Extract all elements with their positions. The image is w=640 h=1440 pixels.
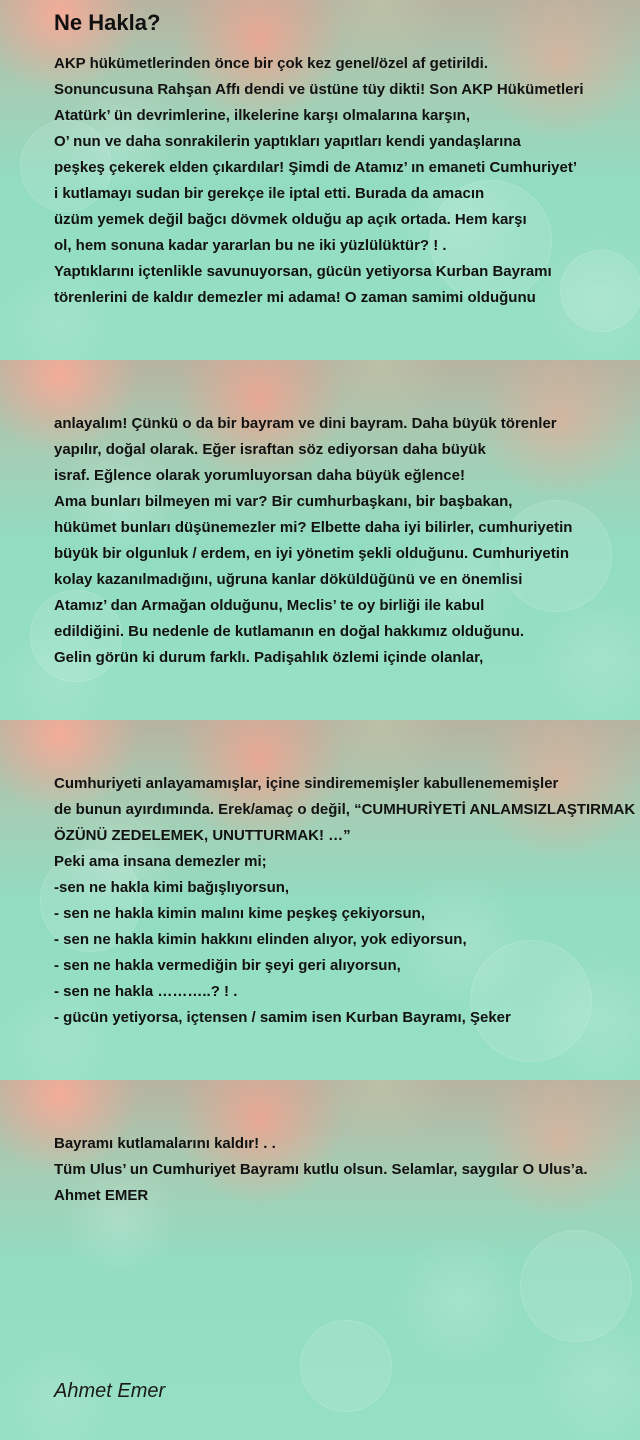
poem-line: - gücün yetiyorsa, içtensen / samim isen Kurban Bayramı, Şeker <box>54 1009 511 1026</box>
poem-line: Ahmet EMER <box>54 1187 149 1204</box>
poem-line: Atamız’ dan Armağan olduğunu, Meclis’ te oy birliği ile kabul <box>54 597 485 614</box>
poem-panel-1 <box>0 0 640 360</box>
poem-line: -sen ne hakla kimi bağışlıyorsun, <box>54 879 290 896</box>
poem-line: büyük bir olgunluk / erdem, en iyi yönetim şekli olduğunu. Cumhuriyetin <box>54 545 570 562</box>
poem-text-block-4 <box>54 1131 640 1209</box>
poem-line: Ama bunları bilmeyen mi var? Bir cumhurbaşkanı, bir başbakan, <box>54 493 513 510</box>
poem-line: hükümet bunları düşünemezler mi? Elbette daha iyi bilirler, cumhuriyetin <box>54 519 573 536</box>
poem-line: AKP hükümetlerinden önce bir çok kez genel/özel af getirildi. <box>54 55 488 72</box>
poem-line: - sen ne hakla kimin malını kime peşkeş çekiyorsun, <box>54 905 426 922</box>
poem-line: O’ nun ve daha sonrakilerin yaptıkları yapıtları kendi yandaşlarına <box>54 133 521 150</box>
poem-line: - sen ne hakla kimin hakkını elinden alıyor, yok ediyorsun, <box>54 931 467 948</box>
poem-line: - sen ne hakla ………..? ! . <box>54 983 238 1000</box>
bokeh-decoration <box>520 1230 632 1342</box>
poem-panel-4 <box>0 1080 640 1440</box>
poem-line: üzüm yemek değil bağcı dövmek olduğu ap açık ortada. Hem karşı <box>54 211 527 228</box>
poem-line: israf. Eğlence olarak yorumluyorsan daha büyük eğlence! <box>54 467 465 484</box>
poem-line: Tüm Ulus’ un Cumhuriyet Bayramı kutlu olsun. Selamlar, saygılar O Ulus’a. <box>54 1161 588 1178</box>
poem-line: Yaptıklarını içtenlikle savunuyorsan, gücün yetiyorsa Kurban Bayramı <box>54 263 552 280</box>
poem-text-block-2 <box>54 411 640 671</box>
poem-title: Ne Hakla? <box>54 10 161 35</box>
author-signature: Ahmet Emer <box>54 1380 166 1402</box>
poem-line: yapılır, doğal olarak. Eğer israftan söz ediyorsan daha büyük <box>54 441 486 458</box>
poem-panel-2 <box>0 360 640 720</box>
poem-line: de bunun ayırdımında. Erek/amaç o değil, “CUMHURİYETİ ANLAMSIZLAŞTIRMAK <box>54 801 636 818</box>
poem-text-block-3 <box>54 771 640 1031</box>
poem-line: Peki ama insana demezler mi; <box>54 853 267 870</box>
poem-line: - sen ne hakla vermediğin bir şeyi geri alıyorsun, <box>54 957 401 974</box>
poem-line: Sonuncusuna Rahşan Affı dendi ve üstüne tüy dikti! Son AKP Hükümetleri <box>54 81 584 98</box>
poem-line: anlayalım! Çünkü o da bir bayram ve dini bayram. Daha büyük törenler <box>54 415 557 432</box>
poem-line: ÖZÜNÜ ZEDELEMEK, UNUTTURMAK! …” <box>54 827 351 844</box>
poem-panel-3 <box>0 720 640 1080</box>
poem-line: Gelin görün ki durum farklı. Padişahlık özlemi içinde olanlar, <box>54 649 484 666</box>
poem-line: i kutlamayı sudan bir gerekçe ile iptal etti. Burada da amacın <box>54 185 485 202</box>
poem-line: Cumhuriyeti anlayamamışlar, içine sindirememişler kabullenememişler <box>54 775 559 792</box>
poem-text-block-1 <box>54 51 640 311</box>
poem-line: törenlerini de kaldır demezler mi adama! O zaman samimi olduğunu <box>54 289 536 306</box>
poem-line: Bayramı kutlamalarını kaldır! . . <box>54 1135 276 1152</box>
poem-line: ol, hem sonuna kadar yararlan bu ne iki yüzlülüktür? ! . <box>54 237 447 254</box>
poem-line: kolay kazanılmadığını, uğruna kanlar döküldüğünü ve en önemlisi <box>54 571 523 588</box>
poem-line: edildiğini. Bu nedenle de kutlamanın en doğal hakkımız olduğunu. <box>54 623 525 640</box>
poem-line: peşkeş çekerek elden çıkardılar! Şimdi de Atamız’ ın emaneti Cumhuriyet’ <box>54 159 577 176</box>
bokeh-decoration <box>300 1320 392 1412</box>
poem-line: Atatürk’ ün devrimlerine, ilkelerine karşı olmalarına karşın, <box>54 107 471 124</box>
